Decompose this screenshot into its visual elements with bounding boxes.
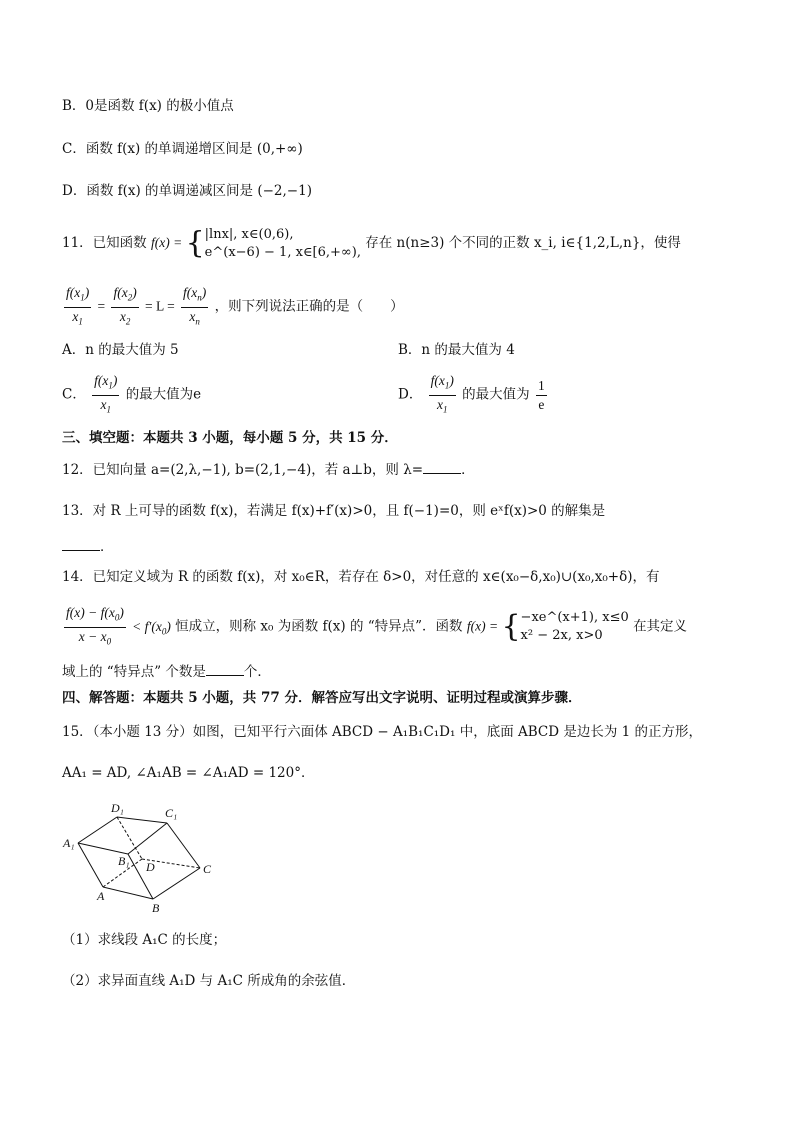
- label-a1: A₁: [63, 836, 75, 850]
- q15-line-2: AA₁ = AD, ∠A₁AB = ∠A₁AD = 120°．: [62, 765, 315, 781]
- edge-a1-d1: [78, 817, 117, 843]
- q11-question-tail: ，则下列说法正确的是（ ）: [214, 298, 404, 315]
- q11-piecewise: [205, 226, 361, 262]
- section-3-heading: 三、填空题：本题共 3 小题，每小题 5 分，共 15 分．: [62, 430, 398, 446]
- edge-a1-a: [78, 843, 103, 887]
- q15-sub-1: （1）求线段 A₁C 的长度；: [62, 932, 227, 948]
- q14-line-3-tail: 个．: [243, 664, 271, 680]
- edge-d1-c1: [117, 817, 167, 823]
- q13-line-2: [62, 537, 114, 557]
- q11-option-d-label: D．: [398, 386, 423, 403]
- q15-line-1: 15．（本小题 13 分）如图，已知平行六面体 ABCD − A₁B₁C₁D₁ 中，底面 ABCD 是边长为 1 的正方形，: [62, 724, 703, 740]
- q11-option-c: C． $\frac{f(x_1)}{x_1}$ 的最大值为e: [62, 373, 202, 415]
- label-b1: B₁: [118, 854, 130, 868]
- label-d: D: [146, 860, 155, 874]
- parallelepiped-figure: [60, 798, 230, 916]
- q14-line-2-tail: 在其定义: [633, 618, 688, 635]
- edge-c1-c: [167, 823, 200, 868]
- q14-line-2: $\frac{f(x) - f(x_0)}{x - x_0}$ < $f'(x_0)$ 恒成立，则称 x₀ 为函数 f(x) 的 “特异点”．函数 f(x) = { −xe^(x+1), x≤0 x² − 2x, x>0 在其定义: [66, 605, 688, 647]
- edge-b-c: [153, 868, 200, 899]
- q10-option-b: B．0是函数 f(x) 的极小值点: [62, 98, 234, 114]
- q13-answer-blank[interactable]: [62, 538, 100, 551]
- q11-option-c-text: 的最大值为e: [125, 386, 202, 403]
- q11-condition: 存在 n(n≥3) 个不同的正数 x_i, i∈{1,2,L,n}，使得: [365, 235, 681, 251]
- edge-a-b: [103, 887, 153, 899]
- q11-number: 11．已知函数: [62, 235, 147, 251]
- q11-option-b: B．n 的最大值为 4: [398, 342, 515, 358]
- q11-option-d-text: 的最大值为: [462, 386, 530, 403]
- q11-option-c-label: C．: [62, 386, 86, 403]
- q11-stem: 11．已知函数 f(x) = { |lnx|, x∈(0,6), e^(x−6) − 1, x∈[6,+∞), 存在 n(n≥3) 个不同的正数 x_i, i∈{1,2,L,n}，使得: [62, 225, 681, 261]
- label-b: B: [152, 901, 160, 915]
- q14-case-1: −xe^(x+1), x≤0: [520, 610, 629, 626]
- q15-sub-2: （2）求异面直线 A₁D 与 A₁C 所成角的余弦值．: [62, 973, 356, 989]
- label-c1: C₁: [165, 806, 178, 820]
- q14-definition: 恒成立，则称 x₀ 为函数 f(x) 的 “特异点”．函数: [175, 618, 463, 635]
- q12-answer-blank[interactable]: [423, 461, 461, 474]
- q14-line-3: [62, 662, 271, 682]
- q14-line-1: 14．已知定义域为 R 的函数 f(x)，对 x₀∈R，若存在 δ>0，对任意的 x∈(x₀−δ,x₀)∪(x₀,x₀+δ)，有: [62, 569, 660, 585]
- q12: 12．已知向量 a=(2,λ,−1), b=(2,1,−4)，若 a⊥b，则 λ= ．: [62, 462, 475, 478]
- q10-option-c: C．函数 f(x) 的单调递增区间是 (0,+∞): [62, 141, 303, 157]
- q11-piece-2: e^(x−6) − 1, x∈[6,+∞),: [204, 244, 361, 260]
- q14-answer-blank[interactable]: [206, 663, 244, 676]
- q14-case-2: x² − 2x, x>0: [520, 628, 603, 644]
- q14-line-3-text: 域上的 “特异点” 个数是: [62, 664, 206, 680]
- q11-piece-1: |lnx|, x∈(0,6),: [204, 226, 294, 242]
- q11-option-d: D． $\frac{f(x_1)}{x_1}$ 的最大值为 $\frac{1}{e}$: [398, 373, 545, 415]
- q12-text: 12．已知向量 a=(2,λ,−1), b=(2,1,−4)，若 a⊥b，则 λ=: [62, 462, 424, 478]
- q10-option-d: D．函数 f(x) 的单调递减区间是 (−2,−1): [62, 183, 312, 199]
- section-4-heading: 四、解答题：本题共 5 小题，共 77 分．解答应写出文字说明、证明过程或演算步骤．: [62, 690, 582, 706]
- q13-end: ．: [100, 539, 114, 555]
- edge-a1-b1: [78, 843, 128, 854]
- q11-option-a: A．n 的最大值为 5: [62, 342, 179, 358]
- label-d1: D₁: [111, 801, 124, 815]
- edge-b1-c1: [128, 823, 167, 854]
- label-a: A: [97, 889, 105, 903]
- q13-line-1: 13．对 R 上可导的函数 f(x)，若满足 f(x)+f′(x)>0，且 f(−1)=0，则 eˣf(x)>0 的解集是: [62, 503, 606, 519]
- q14-piecewise: [521, 609, 629, 645]
- label-c: C: [203, 862, 212, 876]
- q11-equation-line: $\frac{f(x_1)}{x_1}$ = $\frac{f(x_2)}{x_2}$ = L = $\frac{f(x_n)}{x_n}$ ，则下列说法正确的是（ ）: [66, 285, 404, 327]
